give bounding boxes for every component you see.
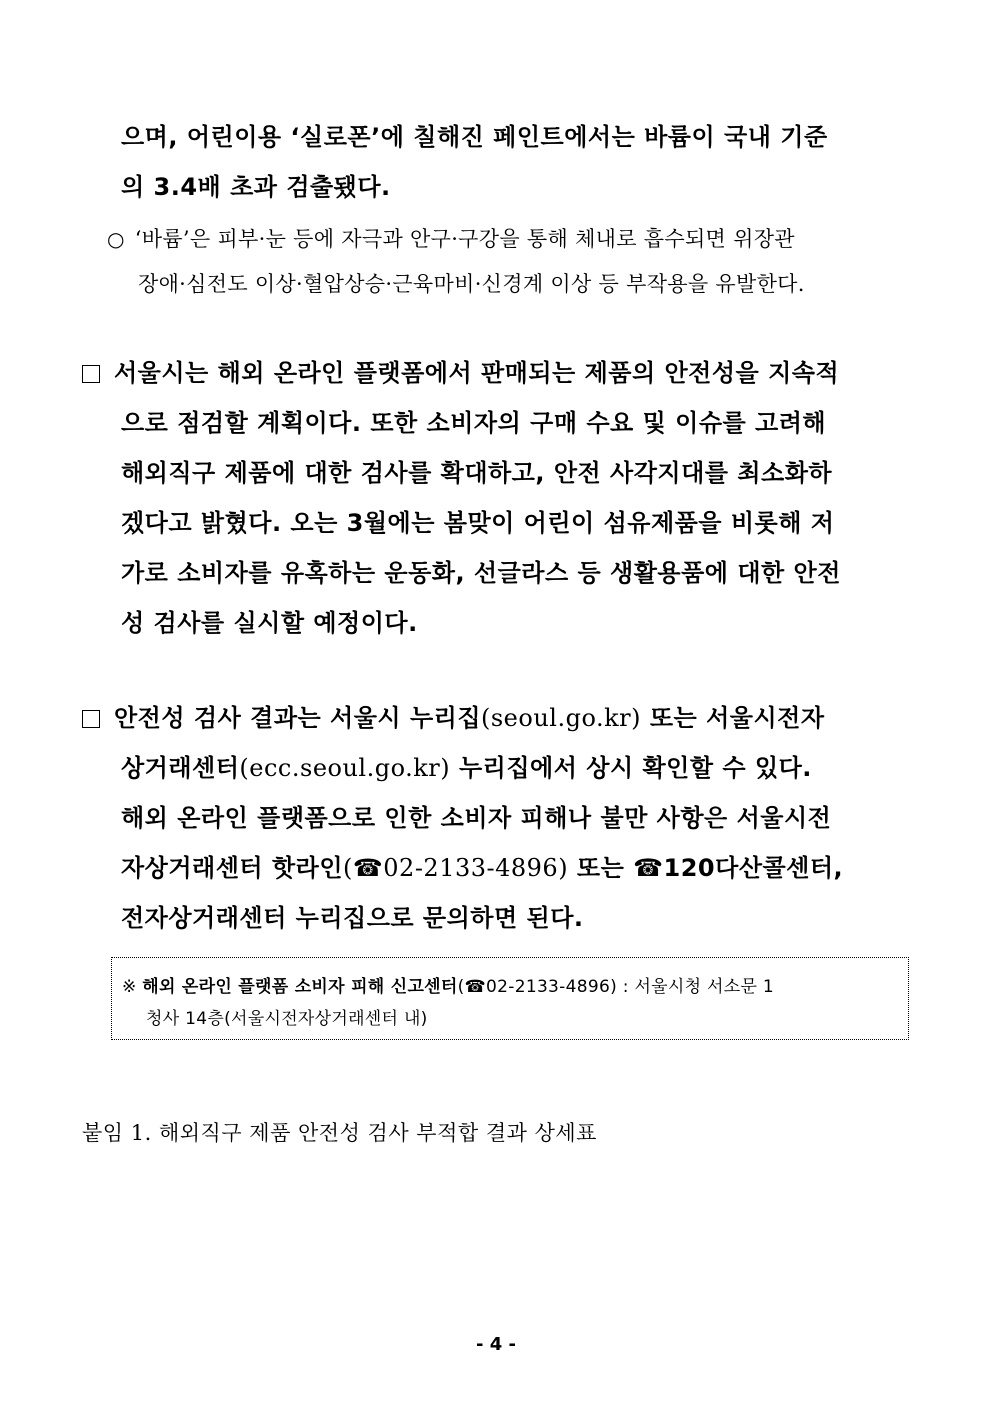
barium-note-text-1: ‘바륨’은 피부·눈 등에 자극과 안구·구강을 통해 체내로 흡수되면 위장관: [134, 227, 795, 251]
notice-box: [111, 957, 909, 1040]
square-bullet-icon: [82, 710, 100, 728]
paragraph2-line-4: [121, 848, 843, 883]
paragraph2-text-4c: 또는 ☎120다산콜센터,: [568, 854, 844, 882]
paragraph1-line-1: [82, 353, 839, 388]
seoul-site-link[interactable]: (seoul.go.kr): [481, 704, 641, 732]
barium-note-line-1: [107, 223, 795, 253]
paragraph2-text-1c: 또는 서울시전자: [641, 704, 825, 732]
paragraph2-line-2: [121, 748, 812, 783]
page-number: - 4 -: [476, 1334, 516, 1355]
paragraph2-line-1: [82, 698, 825, 733]
notice-text-1: (☎02-2133-4896) : 서울시청 서소문 1: [457, 977, 775, 997]
notice-line-2: 청사 14층(서울시전자상거래센터 내): [146, 1009, 428, 1029]
continuation-line-1: 으며, 어린이용 ‘실로폰’에 칠해진 페인트에서는 바륨이 국내 기준: [121, 123, 828, 151]
paragraph1-text-1: 서울시는 해외 온라인 플랫폼에서 판매되는 제품의 안전성을 지속적: [114, 359, 840, 387]
reference-mark-icon: ※: [122, 977, 137, 997]
paragraph2-text-4a: 자상거래센터 핫라인: [121, 854, 344, 882]
attachment-line: 붙임 1. 해외직구 제품 안전성 검사 부적합 결과 상세표: [82, 1121, 597, 1145]
hotline-number: (☎02-2133-4896): [343, 854, 569, 882]
continuation-line-2: 의 3.4배 초과 검출됐다.: [121, 173, 391, 201]
barium-note-line-2: 장애·심전도 이상·혈압상승·근육마비·신경계 이상 등 부작용을 유발한다.: [138, 272, 805, 296]
circle-bullet-icon: ○: [107, 227, 125, 251]
paragraph2-text-2a: 상거래센터: [121, 754, 240, 782]
paragraph1-line-5: 가로 소비자를 유혹하는 운동화, 선글라스 등 생활용품에 대한 안전: [121, 559, 841, 587]
paragraph1-line-2: 으로 점검할 계획이다. 또한 소비자의 구매 수요 및 이슈를 고려해: [121, 409, 827, 437]
paragraph2-text-2c: 누리집에서 상시 확인할 수 있다.: [450, 754, 812, 782]
paragraph2-line-5: 전자상거래센터 누리집으로 문의하면 된다.: [121, 904, 584, 932]
paragraph1-line-6: 성 검사를 실시할 예정이다.: [121, 609, 418, 637]
paragraph1-line-3: 해외직구 제품에 대한 검사를 확대하고, 안전 사각지대를 최소화하: [121, 459, 833, 487]
paragraph1-line-4: 겠다고 밝혔다. 오는 3월에는 봄맞이 어린이 섬유제품을 비롯해 저: [121, 509, 835, 537]
notice-line-1: [122, 972, 774, 997]
paragraph2-text-1a: 안전성 검사 결과는 서울시 누리집: [114, 704, 481, 732]
paragraph2-line-3: 해외 온라인 플랫폼으로 인한 소비자 피해나 불만 사항은 서울시전: [121, 804, 832, 832]
notice-title: 해외 온라인 플랫폼 소비자 피해 신고센터: [142, 977, 458, 997]
ecc-site-link[interactable]: (ecc.seoul.go.kr): [239, 754, 451, 782]
square-bullet-icon: [82, 365, 100, 383]
